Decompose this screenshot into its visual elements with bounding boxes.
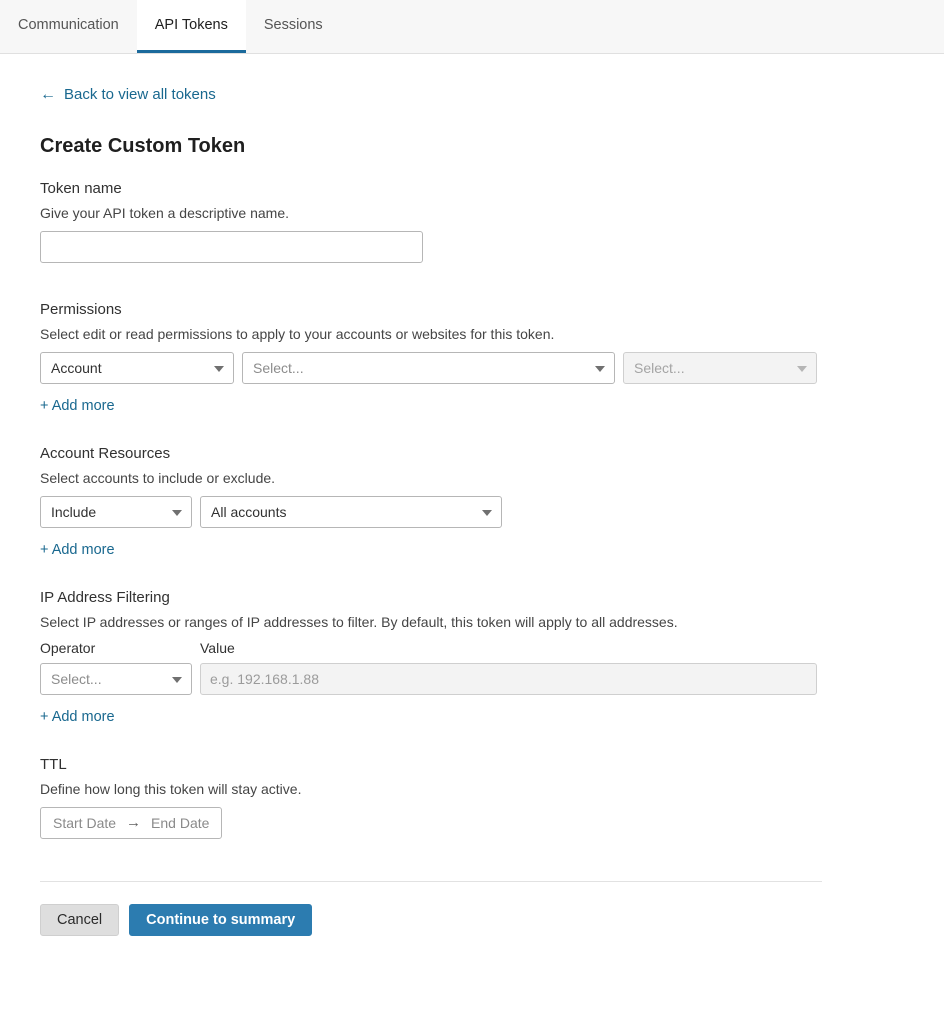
ttl-end-date[interactable]: End Date [151, 814, 210, 831]
ttl-label: TTL [40, 755, 67, 773]
ip-filtering-label: IP Address Filtering [40, 588, 170, 606]
arrow-left-icon: ← [40, 85, 56, 103]
back-link-label: Back to view all tokens [64, 86, 216, 103]
ip-filtering-row [40, 663, 904, 695]
chevron-down-icon [482, 510, 492, 516]
chevron-down-icon [214, 366, 224, 372]
permissions-section [40, 301, 904, 415]
permission-access-value: Select... [634, 359, 685, 376]
ip-value-header: Value [200, 639, 235, 656]
ttl-date-range[interactable] [40, 807, 222, 839]
footer-divider [40, 881, 822, 882]
arrow-right-icon: → [126, 814, 142, 831]
ip-filtering-section [40, 589, 904, 726]
ip-filtering-add-more-button[interactable]: + Add more [40, 708, 115, 725]
tab-api-tokens[interactable] [137, 0, 246, 53]
tab-sessions[interactable] [246, 0, 341, 53]
chevron-down-icon [172, 677, 182, 683]
tab-communication[interactable] [0, 0, 137, 53]
ttl-description: Define how long this token will stay active. [40, 780, 302, 797]
cancel-button[interactable]: Cancel [40, 904, 119, 936]
account-resources-account-select[interactable] [200, 496, 502, 528]
tab-bar [0, 0, 944, 54]
account-resources-add-more-button[interactable]: + Add more [40, 541, 115, 558]
permission-resource-select[interactable] [242, 352, 615, 384]
tab-label: Communication [18, 17, 119, 33]
form-actions [40, 904, 904, 966]
permissions-description: Select edit or read permissions to apply to your accounts or websites for this token. [40, 325, 555, 342]
ip-operator-header: Operator [40, 639, 96, 656]
permissions-add-more-button[interactable]: + Add more [40, 397, 115, 414]
account-resources-account-value: All accounts [211, 503, 287, 520]
ttl-section [40, 756, 904, 839]
permission-scope-value: Account [51, 359, 102, 376]
token-name-section [40, 180, 904, 263]
token-name-input[interactable] [40, 231, 423, 263]
page-content [0, 54, 944, 966]
ip-value-input[interactable] [200, 663, 817, 695]
page-title: Create Custom Token [40, 134, 246, 157]
back-to-tokens-link[interactable] [40, 86, 216, 103]
account-resources-row [40, 496, 904, 528]
ip-filtering-headers [40, 640, 904, 656]
permission-access-select[interactable] [623, 352, 817, 384]
ttl-start-date[interactable]: Start Date [53, 814, 117, 831]
permissions-row [40, 352, 904, 384]
token-name-label: Token name [40, 179, 122, 197]
tab-label: API Tokens [154, 17, 228, 33]
account-resources-mode-value: Include [51, 503, 97, 520]
tab-label: Sessions [263, 17, 323, 33]
account-resources-mode-select[interactable] [40, 496, 192, 528]
chevron-down-icon [172, 510, 182, 516]
account-resources-section [40, 445, 904, 559]
permissions-label: Permissions [40, 300, 122, 318]
account-resources-label: Account Resources [40, 444, 171, 462]
ip-operator-value: Select... [51, 670, 102, 687]
permission-scope-select[interactable] [40, 352, 234, 384]
permission-resource-value: Select... [253, 359, 304, 376]
ip-filtering-description: Select IP addresses or ranges of IP addresses to filter. By default, this token will apply to all addresses. [40, 613, 678, 630]
ip-operator-select[interactable] [40, 663, 192, 695]
token-name-description: Give your API token a descriptive name. [40, 204, 290, 221]
continue-to-summary-button[interactable]: Continue to summary [129, 904, 312, 936]
account-resources-description: Select accounts to include or exclude. [40, 469, 276, 486]
chevron-down-icon [797, 366, 807, 372]
chevron-down-icon [595, 366, 605, 372]
